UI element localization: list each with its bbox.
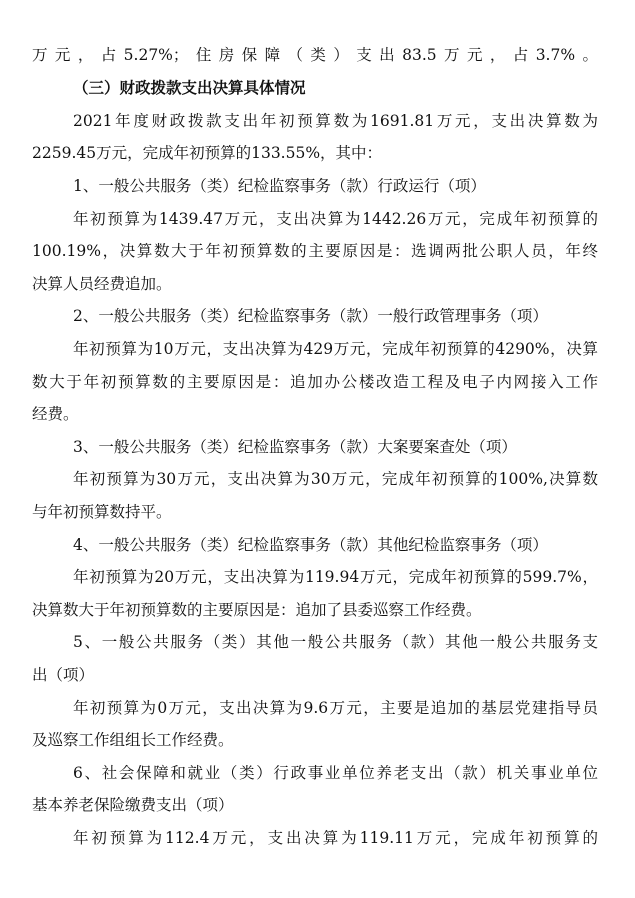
text-line: 年初预算为1439.47万元，支出决算为1442.26万元，完成年初预算的 [73, 210, 598, 228]
text-line: 2021年度财政拨款支出年初预算数为1691.81万元，支出决算数为 [73, 112, 598, 130]
item-heading: 2、一般公共服务（类）纪检监察事务（款）一般行政管理事务（项） [73, 307, 548, 325]
text-line: 经费。 [32, 405, 79, 423]
text-line: 年初预算为30万元，支出决算为30万元，完成年初预算的100%,决算数 [73, 470, 598, 488]
text-line: 年初预算为10万元，支出决算为429万元，完成年初预算的4290%，决算 [73, 340, 598, 358]
item-heading: 5、一般公共服务（类）其他一般公共服务（款）其他一般公共服务支 [73, 633, 598, 651]
item-heading-continued: 出（项） [32, 666, 95, 684]
text-line: 年初预算为112.4万元，支出决算为119.11万元，完成年初预算的 [73, 829, 598, 847]
section-heading: （三）财政拨款支出决算具体情况 [73, 78, 306, 97]
text-line: 2259.45万元，完成年初预算的133.55%，其中： [32, 144, 383, 162]
item-heading: 6、社会保障和就业（类）行政事业单位养老支出（款）机关事业单位 [73, 764, 598, 782]
item-heading-continued: 基本养老保险缴费支出（项） [32, 796, 234, 814]
text-line: 数大于年初预算数的主要原因是：追加办公楼改造工程及电子内网接入工作 [32, 373, 598, 391]
text-line: 年初预算为0万元，支出决算为9.6万元，主要是追加的基层党建指导员 [73, 699, 598, 717]
text-line: 与年初预算数持平。 [32, 503, 172, 521]
text-line: 年初预算为20万元，支出决算为119.94万元，完成年初预算的599.7%， [73, 568, 598, 586]
text-line: 万元，占5.27%；住房保障（类）支出83.5万元，占3.7%。 [32, 46, 598, 64]
item-heading: 4、一般公共服务（类）纪检监察事务（款）其他纪检监察事务（项） [73, 536, 548, 554]
item-heading: 3、一般公共服务（类）纪检监察事务（款）大案要案查处（项） [73, 438, 517, 456]
item-heading: 1、一般公共服务（类）纪检监察事务（款）行政运行（项） [73, 177, 486, 195]
text-line: 及巡察工作组组长工作经费。 [32, 731, 234, 749]
text-line: 100.19%，决算数大于年初预算数的主要原因是：选调两批公职人员，年终 [32, 242, 598, 260]
text-line: 决算人员经费追加。 [32, 275, 172, 293]
text-line: 决算数大于年初预算数的主要原因是：追加了县委巡察工作经费。 [32, 601, 482, 619]
